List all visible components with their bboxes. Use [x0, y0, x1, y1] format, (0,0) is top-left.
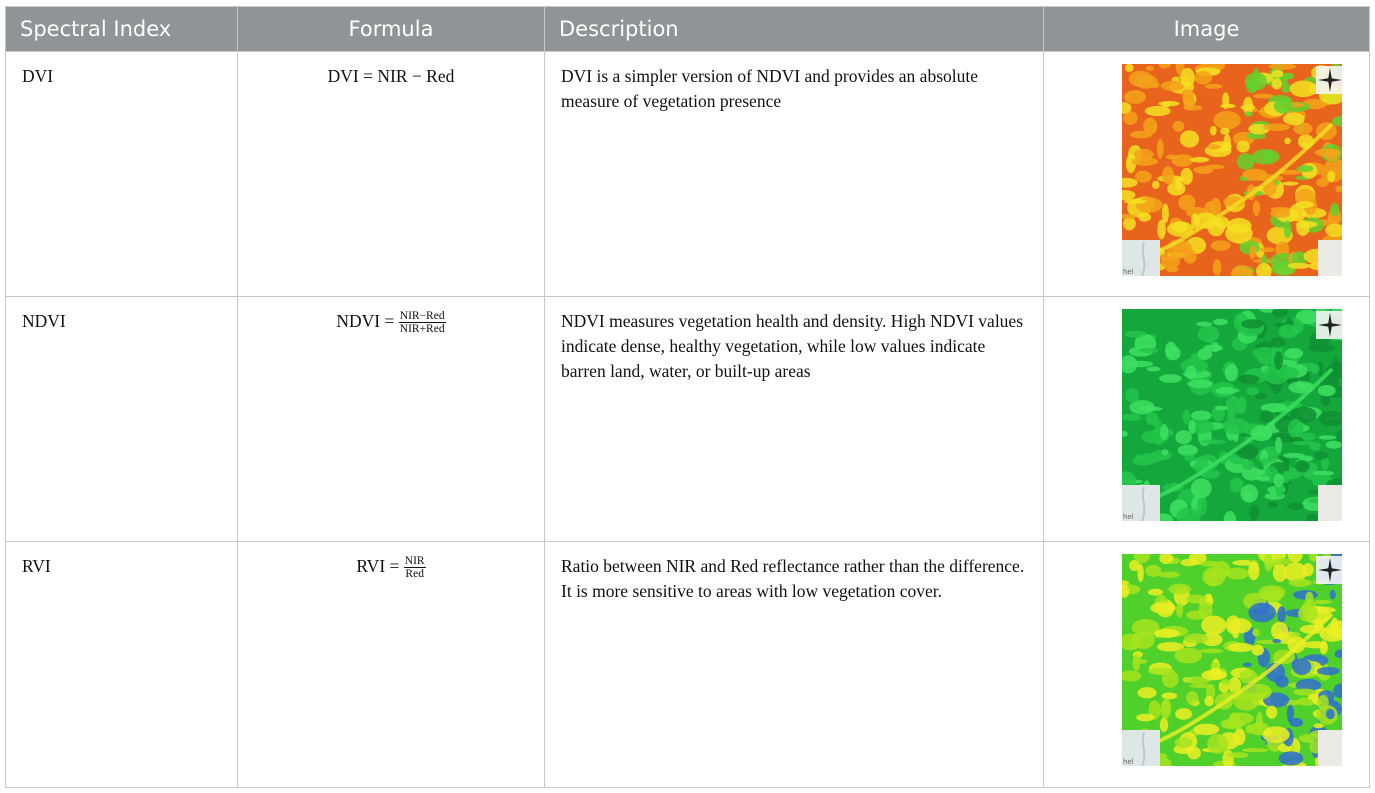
header-image: Image: [1044, 7, 1370, 52]
index-name-cell: NDVI: [6, 297, 238, 542]
header-row: [6, 7, 1370, 52]
header-spectral-index: Spectral Index: [6, 7, 238, 52]
formula-cell: [238, 297, 545, 542]
description-cell: NDVI measures vegetation health and density. High NDVI values indicate dense, healthy vegetation, while low values indicate barren land, water, or built-up areas: [545, 297, 1044, 542]
formula-lhs: NDVI: [336, 311, 381, 331]
spectral-index-table: [5, 6, 1370, 788]
header-description: Description: [545, 7, 1044, 52]
formula-fraction: [404, 555, 426, 580]
formula-cell: [238, 52, 545, 297]
formula-lhs: RVI: [356, 556, 386, 576]
formula-equals: =: [384, 311, 395, 331]
table-row-rvi: [6, 542, 1370, 788]
formula-denominator: NIR+Red: [399, 323, 445, 336]
table-row-ndvi: [6, 297, 1370, 542]
table-row-dvi: [6, 52, 1370, 297]
formula-denominator: Red: [405, 568, 424, 581]
formula-numerator: NIR−Red: [399, 310, 445, 323]
formula-numerator: NIR: [404, 555, 425, 568]
compass-icon: [1316, 556, 1342, 584]
header-formula: Formula: [238, 7, 545, 52]
description-cell: Ratio between NIR and Red reflectance rather than the difference. It is more sensitive to areas with low vegetation cover.: [545, 542, 1044, 788]
ndvi-map-image: [1122, 309, 1342, 521]
formula-fraction: [399, 310, 446, 335]
formula-equals: =: [389, 556, 400, 576]
formula-equals: =: [363, 66, 374, 86]
index-name-cell: DVI: [6, 52, 238, 297]
map-credit: hel: [1123, 513, 1134, 521]
map-svg: [1122, 309, 1342, 521]
map-credit: hel: [1123, 268, 1134, 276]
image-cell: [1044, 542, 1370, 788]
image-cell: [1044, 52, 1370, 297]
dvi-map-image: [1122, 64, 1342, 276]
formula-cell: [238, 542, 545, 788]
image-cell: [1044, 297, 1370, 542]
rvi-map-image: [1122, 554, 1342, 766]
index-name-cell: RVI: [6, 542, 238, 788]
formula-lhs: DVI: [327, 66, 359, 86]
description-cell: DVI is a simpler version of NDVI and provides an absolute measure of vegetation presence: [545, 52, 1044, 297]
compass-icon: [1316, 311, 1342, 339]
map-svg: [1122, 64, 1342, 276]
formula-rhs: NIR − Red: [377, 66, 455, 86]
map-svg: [1122, 554, 1342, 766]
compass-icon: [1316, 66, 1342, 94]
map-credit: hel: [1123, 758, 1134, 766]
